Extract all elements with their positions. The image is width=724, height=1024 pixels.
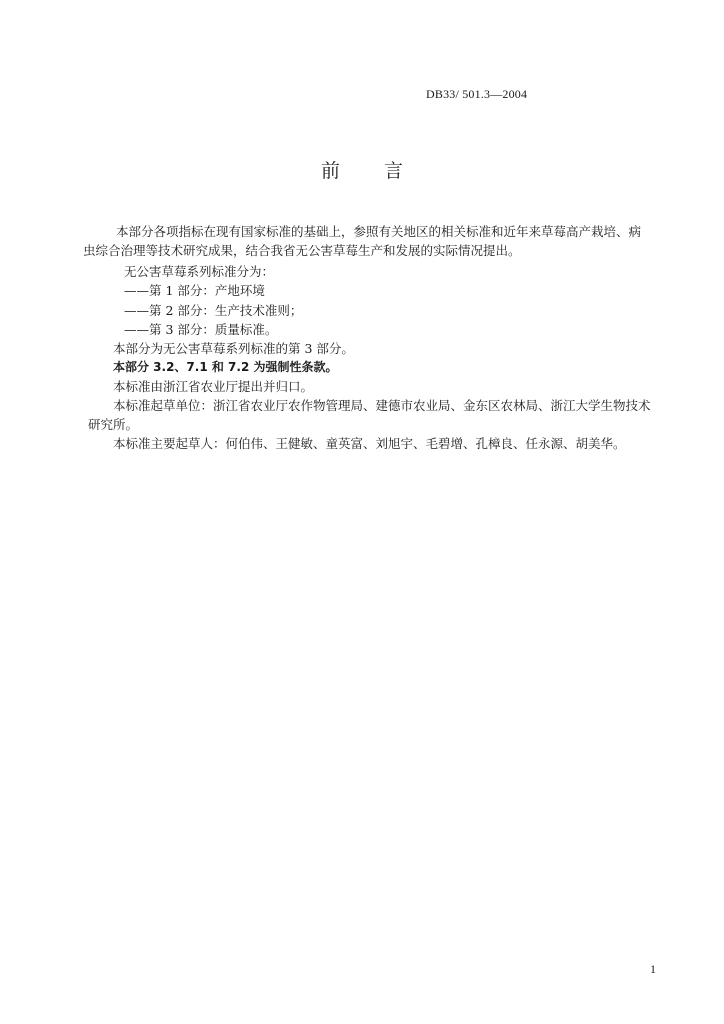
page-title: 前言 xyxy=(320,160,447,182)
paragraph: 本标准由浙江省农业厅提出并归口。 xyxy=(113,379,314,394)
mandatory-clause: 本部分 3.2、7.1 和 7.2 为强制性条款。 xyxy=(113,360,338,374)
series-intro: 无公害草莓系列标准分为： xyxy=(124,264,275,279)
paragraph-line: 本部分各项指标在现有国家标准的基础上，参照有关地区的相关标准和近年来草莓高产栽培、病 xyxy=(116,224,642,239)
paragraph: 本标准主要起草人：何伯伟、王健敏、童英富、刘旭宇、毛碧增、孔樟良、任永源、胡美华。 xyxy=(113,436,626,451)
paragraph-line: 虫综合治理等技术研究成果，结合我省无公害草莓生产和发展的实际情况提出。 xyxy=(83,243,521,258)
list-item: ——第 3 部分：质量标准。 xyxy=(124,322,278,337)
paragraph-line: 本标准起草单位：浙江省农业厅农作物管理局、建德市农业局、金东区农林局、浙江大学生物技术 xyxy=(113,398,651,413)
list-item: ——第 1 部分：产地环境 xyxy=(124,283,265,298)
paragraph: 本部分为无公害草莓系列标准的第 3 部分。 xyxy=(113,341,354,356)
paragraph-line: 研究所。 xyxy=(88,417,139,432)
page-number: 1 xyxy=(650,962,656,976)
standard-code: DB33/ 501.3—2004 xyxy=(426,87,528,101)
list-item: ——第 2 部分：生产技术准则； xyxy=(124,303,303,318)
